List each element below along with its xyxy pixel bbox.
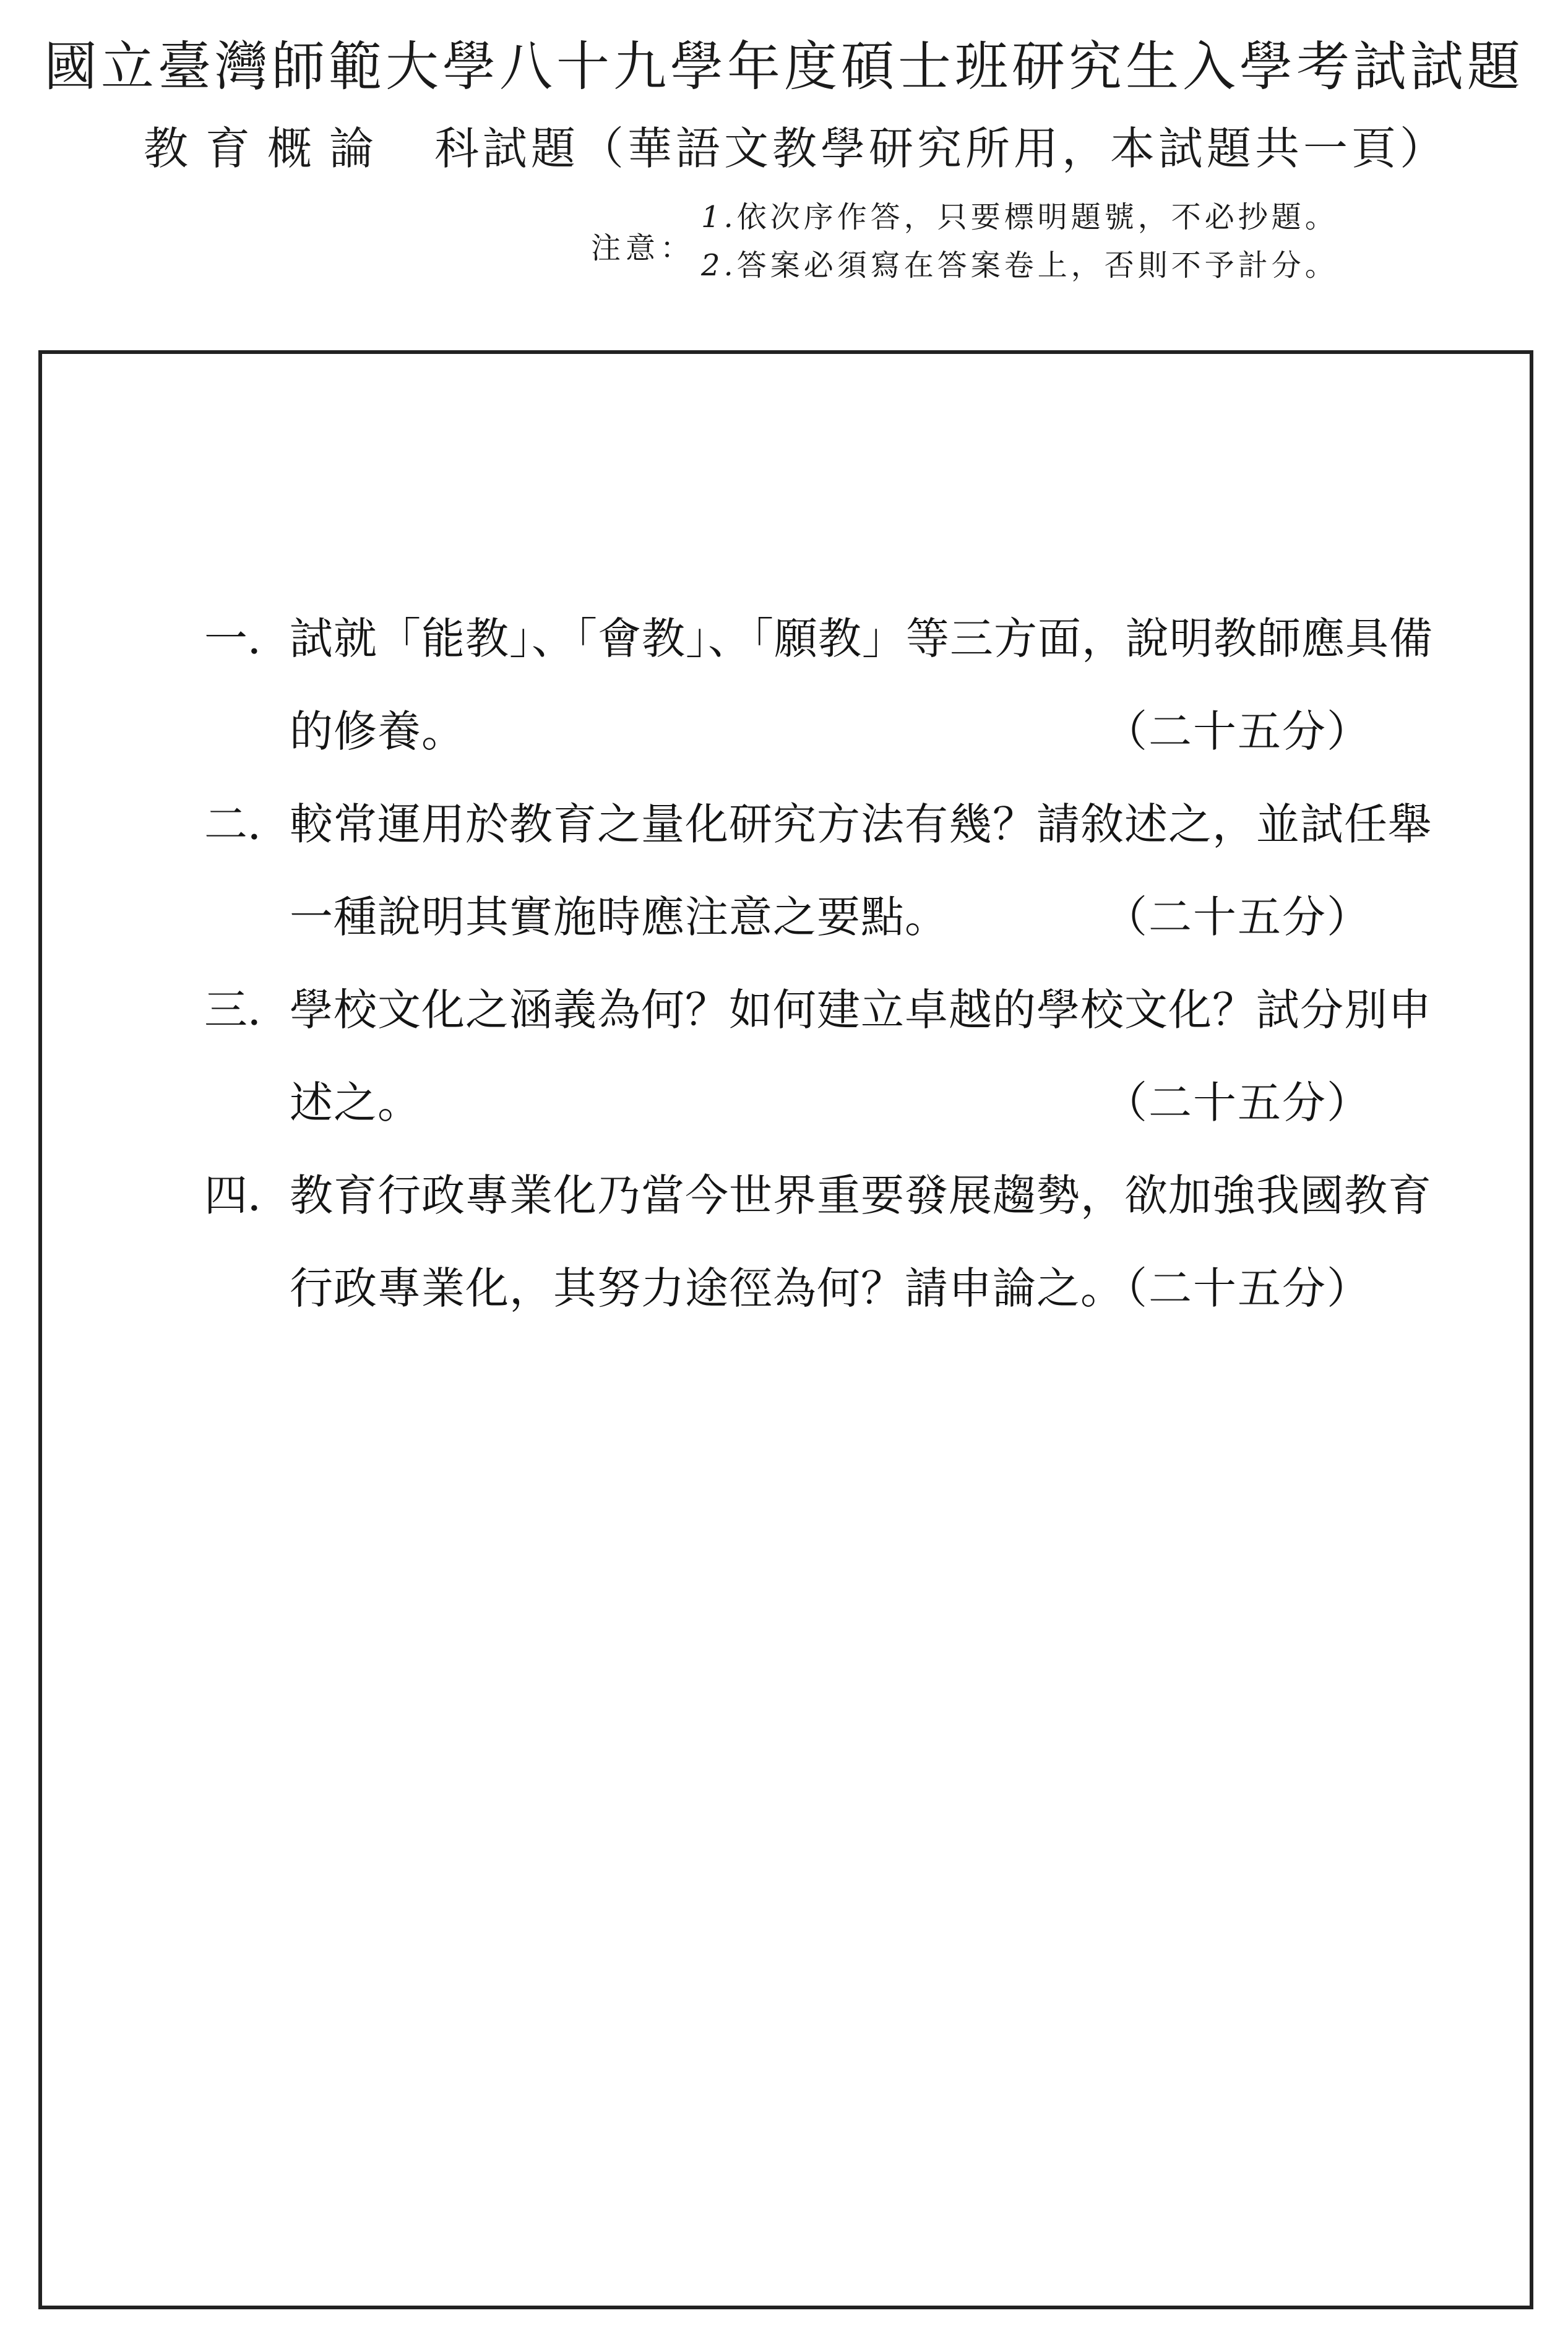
- notice-item-text: 答案必須寫在答案卷上，否則不予計分。: [736, 248, 1338, 283]
- notice-item-number: 2.: [701, 248, 737, 283]
- question-number: 二．: [204, 800, 291, 848]
- question-score: （二十五分）: [1104, 1079, 1371, 1127]
- exam-title: 國立臺灣師範大學八十九學年度碩士班研究生入學考試試題: [44, 36, 1524, 98]
- question-text-line-1: 較常運用於教育之量化研究方法有幾？請敘述之，並試任舉: [290, 800, 1432, 848]
- question-text-line-1: 學校文化之涵義為何？如何建立卓越的學校文化？試分別申: [290, 986, 1432, 1034]
- notice-item: [701, 193, 1338, 241]
- question-score: （二十五分）: [1104, 893, 1371, 941]
- notice-label: 注意：: [591, 231, 696, 265]
- question-text-line-1: 試就「能教」、「會教」、「願教」等三方面，說明教師應具備: [290, 614, 1433, 663]
- notice-item-number: 1.: [701, 200, 737, 235]
- question-number: 一．: [204, 614, 291, 663]
- question-text-line-2: 一種說明其實施時應注意之要點。: [290, 893, 949, 941]
- question-text-line-2: 的修養。: [290, 707, 465, 756]
- question-frame: [38, 350, 1533, 2309]
- question-number: 四．: [204, 1171, 291, 1220]
- question-score: （二十五分）: [1104, 707, 1371, 756]
- exam-subtitle: [144, 113, 1448, 177]
- question-text-line-2: 述之。: [290, 1079, 421, 1127]
- subject-name: 教育概論: [144, 123, 392, 174]
- question-text-line-1: 教育行政專業化乃當今世界重要發展趨勢，欲加強我國教育: [290, 1171, 1432, 1220]
- notice-list: [701, 193, 1338, 290]
- question-number: 三．: [204, 986, 291, 1034]
- subject-suffix: 科試題（華語文教學研究所用，本試題共一頁）: [434, 123, 1449, 174]
- question-score: （二十五分）: [1104, 1264, 1371, 1312]
- question-text-line-2: 行政專業化，其努力途徑為何？請申論之。: [290, 1264, 1124, 1312]
- notice-item-text: 依次序作答，只要標明題號，不必抄題。: [736, 200, 1338, 235]
- notice-item: [701, 241, 1338, 290]
